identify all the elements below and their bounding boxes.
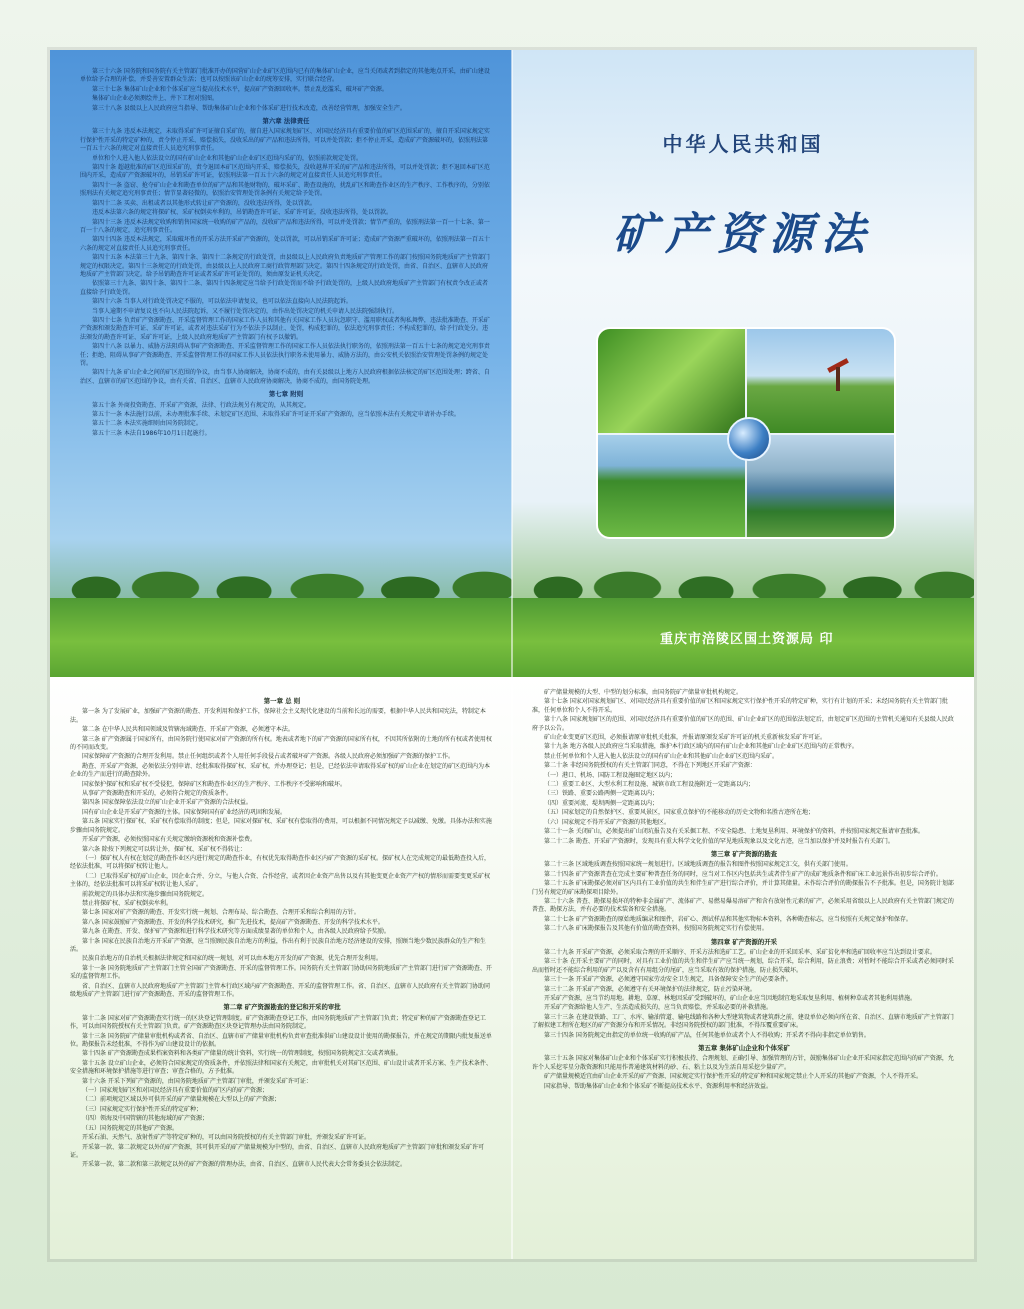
article-paragraph: 第三十九条 违反本法规定，未取得采矿许可证擅自采矿的，擅自进入国家规划矿区、对国民经济具有重要价值的矿区范围采矿的，擅自开采国家规定实行保护性开采的特定矿种的，责令停止开采、赔偿损失，没收采出的矿产品和违法所得，可以并处罚款；拒不停止开采，造成矿产资源破坏的，依照刑法第一百五十六条的规定对直接责任人员追究刑事责任。 — [80, 128, 490, 153]
pumpjack-field-photo — [747, 329, 894, 433]
photo-collage — [596, 327, 896, 539]
article-paragraph: （三）铁路、重要公路两侧一定距离以内； — [544, 790, 659, 798]
article-paragraph: 第三十条 在开采主要矿产的同时，对具有工业价值的共生和伴生矿产应当统一规划，综合开采，综合利用，防止浪费；对暂时不能综合开采或者必须同时采出而暂时还不能综合利用的矿产以及含有有用组分的尾矿，应当采取有效的保护措施，防止损失破坏。 — [532, 958, 954, 974]
article-paragraph: 开采第一款、第二款和第三款规定以外的矿产资源的管理办法，由省、自治区、直辖市人民代表大会常务委员会依法制定。 — [82, 1161, 407, 1169]
article-paragraph: 开采石油、天然气、放射性矿产等特定矿种的，可以由国务院授权的有关主管部门审批，并颁发采矿许可证。 — [82, 1134, 371, 1142]
article-paragraph: 第二十三条 区域地质调查按照国家统一规划进行。区域地质调查的报告和图件按照国家规定汇交，供有关部门使用。 — [544, 861, 852, 869]
article-paragraph: 民族自治地方的自治机关根据法律规定和国家的统一规划，对可以由本地方开发的矿产资源，优先合理开发利用。 — [82, 955, 383, 963]
chapter-heading: 第三章 矿产资源的勘查 — [710, 849, 778, 858]
article-paragraph: 第二十四条 矿产资源普查在完成主要矿种普查任务的同时，应当对工作区内包括共生或者伴生矿产的成矿地质条件和矿床工业远景作出初步综合评价。 — [544, 870, 942, 878]
hill-landscape-photo — [598, 435, 745, 537]
article-paragraph: 第四十二条 买卖、出租或者以其他形式转让矿产资源的，没收违法所得，处以罚款。 — [92, 199, 316, 207]
article-paragraph: 第八条 国家鼓励矿产资源勘查、开发的科学技术研究，推广先进技术，提高矿产资源勘查、开发的科学技术水平。 — [82, 918, 384, 926]
chapter-heading: 第五章 集体矿山企业和个体采矿 — [698, 1044, 790, 1053]
article-paragraph: 第五十二条 本法实施细则由国务院制定。 — [92, 420, 202, 428]
article-paragraph: 国家保护探矿权和采矿权不受侵犯，保障矿区和勘查作业区的生产秩序、工作秩序不受影响和破坏。 — [82, 780, 347, 788]
inner-left-text — [70, 693, 494, 1171]
article-paragraph: 第四十九条 矿山企业之间的矿区范围的争议，由当事人协商解决，协商不成的，由有关县级以上地方人民政府根据依法核定的矿区范围处理；跨省、自治区、直辖市的矿区范围的争议，由有关省、自治区、直辖市人民政府协商解决，协商不成的，由国务院处理。 — [80, 369, 490, 385]
article-paragraph: 第三条 矿产资源属于国家所有，由国务院行使国家对矿产资源的所有权。地表或者地下的矿产资源的国家所有权，不因其所依附的土地的所有权或者使用权的不同而改变。 — [70, 735, 492, 752]
inner-right-panel — [512, 677, 974, 1259]
article-paragraph: 第十七条 国家对国家规划矿区、对国民经济具有重要价值的矿区和国家规定实行保护性开采的特定矿种，实行有计划的开采；未经国务院有关主管部门批准，任何单位和个人不得开采。 — [532, 698, 948, 714]
article-paragraph: （五）国务院规定的其他矿产资源。 — [82, 1124, 179, 1132]
grass-field-graphic — [50, 598, 512, 677]
brochure-outer-side — [50, 50, 974, 677]
article-paragraph: 勘查、开采矿产资源，必须依法分别申请、经批准取得探矿权、采矿权，并办理登记；但是，已经依法申请取得采矿权的矿山企业在划定的矿区范围内为本企业的生产而进行的勘查除外。 — [70, 762, 491, 779]
article-paragraph: 第四条 国家保障依法设立的矿山企业开采矿产资源的合法权益。 — [82, 799, 252, 807]
article-paragraph: 禁止任何单位和个人进入他人依法设立的国有矿山企业和其他矿山企业矿区范围内采矿。 — [544, 752, 779, 760]
grass-closeup-photo — [598, 329, 745, 433]
article-paragraph: 第三十五条 国家对集体矿山企业和个体采矿实行积极扶持、合理规划、正确引导、加强管理的方针，鼓励集体矿山企业开采国家指定范围内的矿产资源，允许个人采挖零星分散资源和只能用作普通建筑材料的砂、石、粘土以及为生活自用采挖少量矿产。 — [532, 1055, 954, 1071]
article-paragraph: 第四十四条 违反本法规定，采取破坏性的开采方法开采矿产资源的，处以罚款，可以吊销采矿许可证；造成矿产资源严重破坏的，依照刑法第一百五十六条的规定对直接责任人员追究刑事责任。 — [80, 236, 490, 252]
article-paragraph: 第二条 在中华人民共和国领域及管辖海域勘查、开采矿产资源，必须遵守本法。 — [82, 726, 294, 734]
chapter-heading: 第一章 总 则 — [263, 697, 301, 705]
article-paragraph: 第四十七条 负责矿产资源勘查、开采监督管理工作的国家工作人员和其他有关国家工作人员玩忽职守、滥用职权或者徇私舞弊，违法批准勘查、开采矿产资源和颁发勘查许可证、采矿许可证，或者对违法采矿行为不依法予以制止、处罚，构成犯罪的，依法追究刑事责任；不构成犯罪的，给予行政处分。违法颁发的勘查许可证、采矿许可证，上级人民政府地质矿产主管部门有权予以撤销。 — [80, 316, 490, 341]
article-paragraph: （四）重要河流、堤坝两侧一定距离以内； — [544, 799, 659, 807]
article-paragraph: 第十六条 开采下列矿产资源的，由国务院地质矿产主管部门审批，并颁发采矿许可证： — [82, 1077, 312, 1085]
article-paragraph: 第二十五条 矿床勘探必须对矿区内具有工业价值的共生和伴生矿产进行综合评价，并计算其储量。未作综合评价的勘探报告不予批准。但是，国务院计划部门另有规定的矿床勘探项目除外。 — [532, 880, 954, 896]
article-paragraph: 第三十三条 在建设铁路、工厂、水库、输油管道、输电线路和各种大型建筑物或者建筑群之前，建设单位必须向所在省、自治区、直辖市地质矿产主管部门了解拟建工程所在地区的矿产资源分布和开采情况。非经国务院授权的部门批准，不得压覆重要矿床。 — [532, 1013, 954, 1030]
fold-line — [511, 50, 513, 677]
article-paragraph: 省、自治区、直辖市人民政府地质矿产主管部门主管本行政区域内矿产资源勘查、开采的监督管理工作。省、自治区、直辖市人民政府有关主管部门协助同级地质矿产主管部门进行矿产资源勘查、开采的监督管理工作。 — [70, 982, 491, 998]
article-paragraph: 开采矿产资源，应当节约用地。耕地、草原、林地因采矿受到破坏的，矿山企业应当因地制宜地采取复垦利用、植树种草或者其他利用措施。 — [544, 995, 917, 1002]
article-paragraph: 违反本法第六条的规定将探矿权、采矿权倒卖牟利的，吊销勘查许可证、采矿许可证，没收违法所得，处以罚款。 — [92, 209, 393, 217]
article-paragraph: 第三十七条 集体矿山企业和个体采矿应当提高技术水平，提高矿产资源回收率。禁止乱挖滥采，破坏矿产资源。 — [92, 85, 388, 93]
article-paragraph: 第十九条 地方各级人民政府应当采取措施，维护本行政区域内的国有矿山企业和其他矿山企业矿区范围内的正常秩序。 — [544, 743, 858, 751]
article-paragraph: 禁止将探矿权、采矿权倒卖牟利。 — [82, 899, 173, 907]
article-paragraph: 第六条 除按下列规定可以转让外，探矿权、采矿权不得转让： — [82, 845, 246, 853]
front-cover-panel — [512, 50, 974, 677]
publisher-label: 重庆市涪陵区国土资源局 印 — [660, 632, 834, 647]
article-paragraph: 第二十二条 勘查、开采矿产资源时，发现具有重大科学文化价值的罕见地质现象以及文化古迹，应当加以保护并及时报告有关部门。 — [544, 837, 894, 845]
article-paragraph: （二）已取得采矿权的矿山企业，因企业合并、分立，与他人合资、合作经营，或者因企业资产出售以及有其他变更企业资产产权的情形而需要变更采矿权主体的，经依法批准可以将采矿权转让他人采矿。 — [70, 872, 491, 889]
article-paragraph: 第五条 国家实行探矿权、采矿权有偿取得的制度；但是，国家对探矿权、采矿权有偿取得的费用，可以根据不同情况规定予以减缴、免缴。具体办法和实施步骤由国务院规定。 — [70, 818, 492, 834]
article-paragraph: 国家保障矿产资源的合理开发利用。禁止任何组织或者个人用任何手段侵占或者破坏矿产资源。各级人民政府必须加强矿产资源的保护工作。 — [82, 753, 455, 761]
article-paragraph: 第二十六条 普查、勘探易损坏的特种非金属矿产、流体矿产、易燃易爆易溶矿产和含有放射性元素的矿产，必须采用省级以上人民政府有关主管部门规定的普查、勘探方法，并有必要的技术装备和安全措施。 — [532, 897, 954, 914]
article-paragraph: 第七条 国家对矿产资源的勘查、开发实行统一规划、合理布局、综合勘查、合理开采和综合利用的方针。 — [82, 909, 360, 917]
article-paragraph: 第一条 为了发展矿业，加强矿产资源的勘查、开发利用和保护工作，保障社会主义现代化建设的当前和长远的需要，根据中华人民共和国宪法，特制定本法。 — [70, 708, 486, 724]
article-paragraph: 矿产储量规模适宜由矿山企业开采的矿产资源、国家规定实行保护性开采的特定矿种和国家规定禁止个人开采的其他矿产资源，个人不得开采。 — [544, 1073, 923, 1081]
chapter-heading: 第六章 法律责任 — [262, 117, 310, 126]
article-paragraph: 第三十二条 开采矿产资源，必须遵守有关环境保护的法律规定，防止污染环境。 — [544, 985, 756, 993]
article-paragraph: 第二十九条 开采矿产资源，必须采取合理的开采顺序、开采方法和选矿工艺。矿山企业的开采回采率、采矿贫化率和选矿回收率应当达到设计要求。 — [544, 948, 936, 956]
article-paragraph: 第五十条 外商投资勘查、开采矿产资源，法律、行政法规另有规定的，从其规定。 — [92, 401, 310, 409]
chapter-heading: 第四章 矿产资源的开采 — [710, 937, 778, 946]
back-cover-panel — [50, 50, 512, 677]
article-paragraph: 第十五条 设立矿山企业，必须符合国家规定的资质条件，并依照法律和国家有关规定，由审批机关对其矿区范围、矿山设计或者开采方案、生产技术条件、安全措施和环境保护措施等进行审查；审查合格的，方予批准。 — [70, 1059, 492, 1076]
fold-line — [511, 677, 513, 1259]
article-paragraph: 第四十条 超越批准的矿区范围采矿的，责令退回本矿区范围内开采、赔偿损失，没收越界开采的矿产品和违法所得，可以并处罚款；拒不退回本矿区范围内开采，造成矿产资源破坏的，吊销采矿许可证，依照刑法第一百五十六条的规定对直接责任人员追究刑事责任。 — [80, 164, 490, 180]
article-paragraph: （二）重要工业区、大型水利工程设施、城镇市政工程设施附近一定距离以内； — [544, 781, 755, 789]
article-paragraph: 第四十一条 盗窃、抢夺矿山企业和勘查单位的矿产品和其他财物的，破坏采矿、勘查设施的，扰乱矿区和勘查作业区的生产秩序、工作秩序的，分别依照刑法有关规定追究刑事责任；情节显著轻微的，依照治安管理处罚条例有关规定给予处罚。 — [80, 181, 490, 198]
article-paragraph: 第三十六条 国务院和国务院有关主管部门批准开办的国营矿山企业矿区范围内已有的集体矿山企业，应当关闭或者到指定的其他地点开采，由矿山建设单位给予合理的补偿，并妥善安置群众生活；也可以按照该矿山企业的统筹安排，实行联合经营。 — [80, 68, 490, 84]
article-paragraph: 第二十条 非经国务院授权的有关主管部门同意，不得在下列地区开采矿产资源： — [544, 762, 756, 770]
article-paragraph: （四）领海及中国管辖的其他海域的矿产资源； — [82, 1115, 209, 1123]
article-paragraph: （二）前项规定区域以外可供开采的矿产储量规模在大型以上的矿产资源； — [82, 1096, 281, 1104]
article-paragraph: 开采矿产资源给他人生产、生活造成损失的，应当负责赔偿，并采取必要的补救措施。 — [544, 1004, 773, 1012]
country-name: 中华人民共和国 — [662, 132, 824, 156]
article-paragraph: 依照第三十九条、第四十条、第四十二条、第四十四条规定应当给予行政处罚而不给予行政处罚的，上级人民政府地质矿产主管部门有权责令改正或者直接给予行政处罚。 — [80, 280, 489, 296]
brochure-inner-side — [50, 677, 974, 1259]
article-paragraph: 矿山企业变更矿区范围，必须报请原审批机关批准，并报请原颁发采矿许可证的机关重新核发采矿许可证。 — [544, 734, 827, 742]
article-paragraph: 第九条 在勘查、开发、保护矿产资源和进行科学技术研究等方面成绩显著的单位和个人，由各级人民政府给予奖励。 — [82, 928, 390, 936]
article-paragraph: （三）国家规定实行保护性开采的特定矿种； — [82, 1105, 203, 1113]
article-paragraph: 第十条 国家在民族自治地方开采矿产资源，应当照顾民族自治地方的利益，作出有利于民族自治地方经济建设的安排，照顾当地少数民族群众的生产和生活。 — [70, 937, 486, 953]
article-paragraph: （一）探矿权人有权在划定的勘查作业区内进行规定的勘查作业，有权优先取得勘查作业区内矿产资源的采矿权。探矿权人在完成规定的最低勘查投入后，经依法批准，可以将探矿权转让他人。 — [70, 854, 491, 871]
article-paragraph: 第四十三条 违反本法规定收购和销售国家统一收购的矿产品的，没收矿产品和违法所得，可以并处罚款；情节严重的，依照刑法第一百一十七条、第一百一十八条的规定，追究刑事责任。 — [80, 218, 490, 234]
article-paragraph: （一）国家规划矿区和对国民经济具有重要价值的矿区内的矿产资源； — [82, 1087, 269, 1095]
article-paragraph: 第十三条 国务院矿产储量审批机构或者省、自治区、直辖市矿产储量审批机构负责审查批准供矿山建设设计使用的勘探报告，并在规定的期限内批复报送单位。勘探报告未经批准，不得作为矿山建设设计的依据。 — [70, 1032, 492, 1049]
article-paragraph: 矿产储量规模的大型、中型的划分标准，由国务院矿产储量审批机构规定。 — [544, 689, 743, 696]
article-paragraph: 第十一条 国务院地质矿产主管部门主管全国矿产资源勘查、开采的监督管理工作。国务院有关主管部门协助国务院地质矿产主管部门进行矿产资源勘查、开采的监督管理工作。 — [70, 964, 492, 981]
chapter-heading: 第二章 矿产资源勘查的登记和开采的审批 — [223, 1003, 341, 1012]
article-paragraph: 第五十三条 本法自1986年10月1日起施行。 — [92, 429, 211, 437]
article-paragraph: 国家指导、帮助集体矿山企业和个体采矿不断提高技术水平、资源利用率和经济效益。 — [544, 1082, 773, 1090]
article-paragraph: 第四十六条 当事人对行政处罚决定不服的，可以依法申请复议，也可以依法直接向人民法院起诉。 — [92, 298, 352, 306]
article-paragraph: 第二十八条 矿床勘探报告及其他有价值的勘查资料，按照国务院规定实行有偿使用。 — [544, 925, 768, 933]
article-paragraph: （六）国家规定不得开采矿产资源的其他地区。 — [544, 818, 671, 826]
chapter-heading: 第七章 附则 — [268, 390, 304, 399]
law-title: 矿产资源法 — [613, 209, 873, 260]
city-waterfront-photo — [747, 435, 894, 537]
article-paragraph: 第四十五条 本法第三十九条、第四十条、第四十二条规定的行政处罚，由县级以上人民政府负责地质矿产管理工作的部门按照国务院地质矿产主管部门规定的权限决定。第四十三条规定的行政处罚，由县级以上人民政府工商行政管理部门决定。第四十四条规定的行政处罚，由省、自治区、直辖市人民政府地质矿产主管部门决定。给予吊销勘查许可证或者采矿许可证处罚的，须由原发证机关决定。 — [80, 254, 490, 278]
article-paragraph: 开采矿产资源，必须按照国家有关规定缴纳资源税和资源补偿费。 — [82, 836, 257, 844]
article-paragraph: （五）国家划定的自然保护区、重要风景区，国家重点保护的不能移动的历史文物和名胜古迹所在地； — [544, 809, 815, 817]
article-paragraph: 第三十八条 县级以上人民政府应当指导、帮助集体矿山企业和个体采矿进行技术改造，改善经营管理，加强安全生产。 — [92, 104, 406, 112]
article-paragraph: 第三十四条 国务院规定由指定的单位统一收购的矿产品，任何其他单位或者个人不得收购；开采者不得向非指定单位销售。 — [544, 1031, 870, 1039]
article-paragraph: 第五十一条 本法施行以前，未办理批准手续、未划定矿区范围、未取得采矿许可证开采矿产资源的，应当依照本法有关规定申请补办手续。 — [92, 411, 460, 419]
pumpjack-icon — [827, 357, 847, 391]
back-cover-text — [80, 68, 492, 439]
globe-icon — [727, 417, 771, 461]
article-paragraph: 第二十一条 关闭矿山，必须提出矿山闭坑报告及有关采掘工程、不安全隐患、土地复垦利用、环境保护的资料，并按照国家规定报请审查批准。 — [544, 828, 924, 836]
inner-left-panel — [50, 677, 512, 1259]
article-paragraph: 第十八条 国家规划矿区的范围、对国民经济具有重要价值的矿区的范围、矿山企业矿区的范围依法划定后，由划定矿区范围的主管机关通知有关县级人民政府予以公告。 — [532, 716, 954, 732]
article-paragraph: 当事人逾期不申请复议也不向人民法院起诉，又不履行处罚决定的，由作出处罚决定的机关申请人民法院强制执行。 — [92, 307, 399, 315]
article-paragraph: 第三十一条 开采矿产资源，必须遵守国家劳动安全卫生规定，具备保障安全生产的必要条件。 — [544, 976, 792, 984]
article-paragraph: 第二十七条 矿产资源勘查的原始地质编录和图件，岩矿心、测试样品和其他实物标本资料，各种勘查标志，应当按照有关规定保护和保存。 — [544, 915, 912, 923]
article-paragraph: 第十四条 矿产资源勘查成果档案资料和各类矿产储量的统计资料，实行统一的管理制度，按照国务院规定汇交或者填报。 — [82, 1050, 402, 1058]
article-paragraph: 国有矿山企业是开采矿产资源的主体。国家保障国有矿业经济的巩固和发展。 — [82, 808, 287, 816]
article-paragraph: 第十二条 国家对矿产资源勘查实行统一的区块登记管理制度。矿产资源勘查登记工作，由国务院地质矿产主管部门负责；特定矿种的矿产资源勘查登记工作，可以由国务院授权有关主管部门负责。矿产资源勘查区块登记管理办法由国务院制定。 — [70, 1014, 486, 1031]
article-paragraph: （一）港口、机场、国防工程设施圈定地区以内； — [544, 771, 677, 779]
article-paragraph: 集体矿山企业必须测绘井上、井下工程对照图。 — [92, 95, 219, 103]
article-paragraph: 开采第一款、第二款规定以外的矿产资源，其可供开采的矿产储量规模为中型的，由省、自治区、直辖市人民政府地质矿产主管部门审批和颁发采矿许可证。 — [70, 1143, 485, 1159]
article-paragraph: 从事矿产资源勘查和开采的，必须符合规定的资质条件。 — [82, 790, 233, 798]
article-paragraph: 单位和个人进入他人依法设立的国有矿山企业和其他矿山企业矿区范围内采矿的，依照前款规定处罚。 — [92, 154, 363, 162]
article-paragraph: 第四十八条 以暴力、威胁方法阻碍从事矿产资源勘查、开采监督管理工作的国家工作人员依法执行职务的，依照刑法第一百五十七条的规定追究刑事责任；拒绝、阻碍从事矿产资源勘查、开采监督管理工作的国家工作人员依法执行职务未使用暴力、威胁方法的，由公安机关依照治安管理处罚条例的规定处罚。 — [80, 343, 490, 367]
article-paragraph: 前款规定的具体办法和实施步骤由国务院规定。 — [82, 890, 209, 898]
inner-right-text — [532, 689, 956, 1092]
